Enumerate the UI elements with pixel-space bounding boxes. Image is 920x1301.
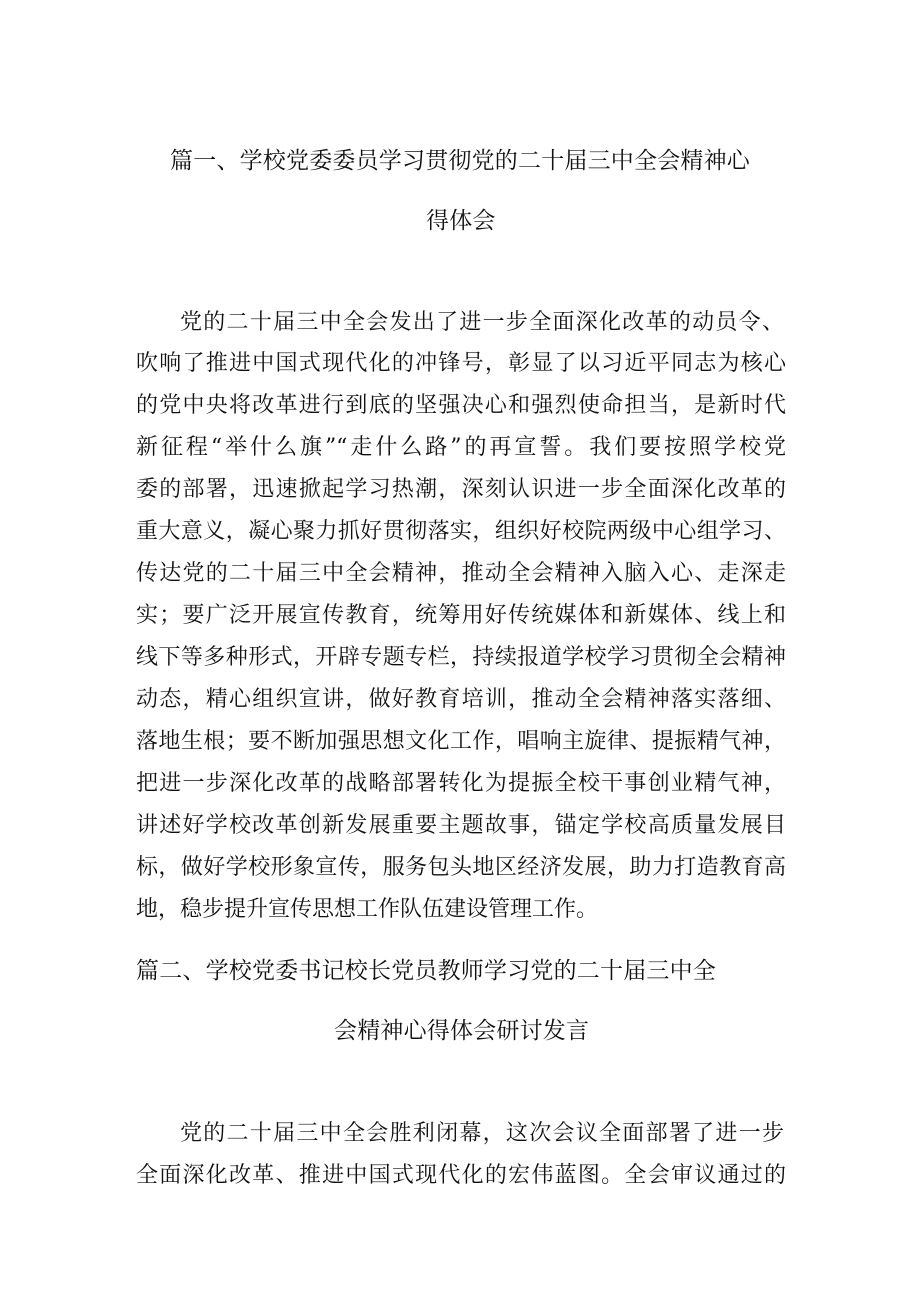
section1-paragraph-line: 落地生根；要不断加强思想文化工作，唱响主旋律、提振精气神，: [136, 729, 786, 754]
section2-paragraph-line: 党的二十届三中全会胜利闭幕，这次会议全面部署了进一步: [180, 1121, 784, 1146]
section1-paragraph-line: 动态，精心组织宣讲，做好教育培训，推动全会精神落实落细、: [136, 687, 786, 712]
section1-paragraph-line: 的党中央将改革进行到底的坚强决心和强烈使命担当，是新时代: [136, 393, 786, 418]
section1-paragraph-line: 委的部署，迅速掀起学习热潮，深刻认识进一步全面深化改革的: [136, 477, 786, 502]
section1-paragraph-line: 线下等多种形式，开辟专题专栏，持续报道学校学习贯彻全会精神: [136, 645, 786, 670]
section2-title-line1: 篇二、学校党委书记校长党员教师学习党的二十届三中全: [136, 958, 716, 984]
section1-paragraph-line: 实；要广泛开展宣传教育，统筹用好传统媒体和新媒体、线上和: [136, 603, 786, 628]
section2-title-line2: 会精神心得体会研讨发言: [334, 1018, 590, 1044]
section1-paragraph-last-line: 地，稳步提升宣传思想工作队伍建设管理工作。: [136, 897, 599, 922]
section1-paragraph-line: 讲述好学校改革创新发展重要主题故事，锚定学校高质量发展目: [136, 813, 786, 838]
section1-title-line2: 得体会: [426, 208, 496, 234]
section1-paragraph-line: 吹响了推进中国式现代化的冲锋号，彰显了以习近平同志为核心: [136, 351, 786, 376]
section1-paragraph-line: 党的二十届三中全会发出了进一步全面深化改革的动员令、: [180, 310, 784, 335]
section1-paragraph-line: 标，做好学校形象宣传，服务包头地区经济发展，助力打造教育高: [136, 855, 786, 880]
section1-paragraph-line: 重大意义，凝心聚力抓好贯彻落实，组织好校院两级中心组学习、: [136, 519, 786, 544]
section1-paragraph-line: 传达党的二十届三中全会精神，推动全会精神入脑入心、走深走: [136, 561, 786, 586]
section1-paragraph-line: 把进一步深化改革的战略部署转化为提振全校干事创业精气神，: [136, 771, 786, 796]
section2-paragraph-line: 全面深化改革、推进中国式现代化的宏伟蓝图。全会审议通过的: [136, 1163, 786, 1188]
section1-paragraph-line: 新征程“举什么旗”“走什么路”的再宣誓。我们要按照学校党: [136, 435, 786, 460]
section1-title-line1: 篇一、学校党委委员学习贯彻党的二十届三中全会精神心: [170, 148, 750, 174]
